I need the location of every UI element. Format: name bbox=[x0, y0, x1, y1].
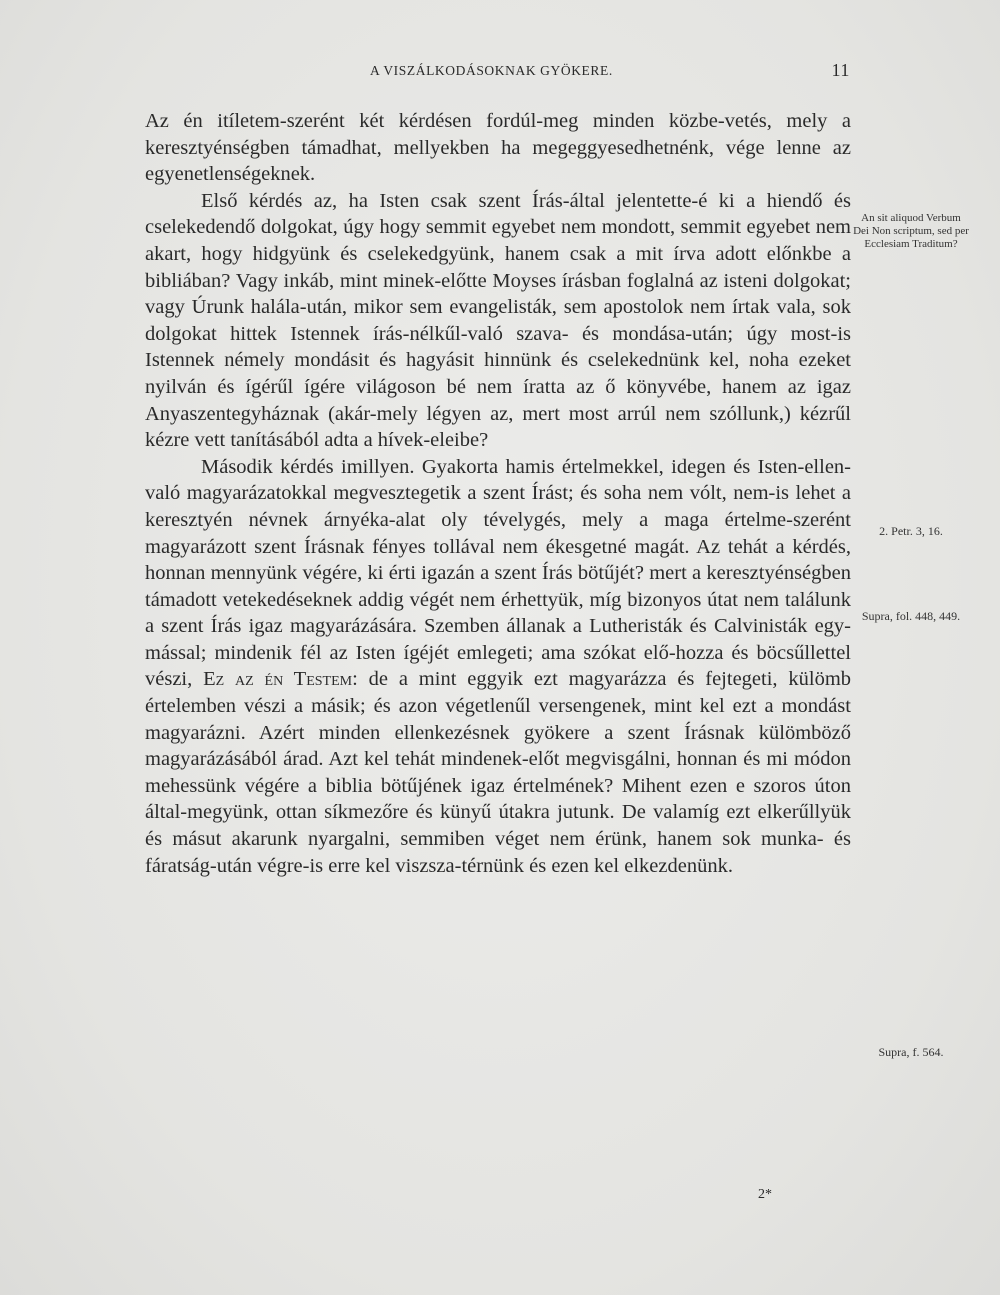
margin-note-petr: 2. Petr. 3, 16. bbox=[879, 524, 943, 538]
paragraph-first-question: Első kérdés az, ha Isten csak szent Írás-által jelentette-é ki a hiendő és cselekedendő dolgokat, úgy hogy semmit egyebet nem mondott, semmit egyebet nem akart, hogy hidgyünk és cselekedgyünk, hanem csak a mit írva adott előnkbe a bibliában? Vagy inkáb, mint minek-előtte Moyses írásban foglalná az isteni dolgokat; vagy Úrunk halála-után, mikor sem evangelisták, sem apostolok nem írtak vala, sok dolgokat hittek Istennek írás-nélkűl-való szava- és mondása-után; úgy most-is Istennek némely mondásit és hagyásit hinnünk és cselekednünk kel, noha ezeket nyilván és ígérűl ígére világoson bé nem íratta az ő könyvébe, hanem az igaz Anyaszentegyháznak (akár-mely légyen az, mert most arrúl nem szóllunk,) kézrűl kézre vett tanításából adta a hívek-eleibe? bbox=[145, 189, 851, 452]
margin-note-supra-fol: Supra, fol. 448, 449. bbox=[861, 609, 961, 623]
running-head-title: A VISZÁLKODÁSOKNAK GYÖKERE. bbox=[370, 63, 613, 78]
margin-note-traditum: An sit aliquod Verbum Dei Non scriptum, sed per Ecclesiam Traditum? bbox=[853, 212, 969, 250]
paragraph-intro: Az én itíletem-szerént két kérdésen fordúl-meg minden közbe-vetés, mely a keresztyénségben támadhat, mellyekben ha megeggyesedhetnénk, vége lenne az egyenetlenségeknek. bbox=[145, 110, 851, 186]
signature-mark: 2* bbox=[758, 1187, 772, 1202]
paragraph-second-question bbox=[145, 454, 851, 880]
page-number: 11 bbox=[831, 60, 850, 80]
paragraph-second-question-b: de a mint eggyik ezt magyarázza és fejtegeti, külömb értelemben vészi a másik; és azon végetlenűl versengenek, mint kel ezt a mondást magyarázni. Azért minden ellenkezésnek gyökere a szent Írásnak külömböző magyarázásából árad. Azt kel tehát mindenek-előt megvisgálni, honnan és mi módon mehessünk végére a biblia bötűjének igaz értelmének? Mihent ezen e szoros úton által-megyünk, ottan síkmezőre és künyű útakra jutunk. De valamíg ezt elkerűllyük és másut akarunk nyargalni, semmiben véget nem érünk, hanem sok munka- és fáratság-után végre-is erre kel viszsza-térnünk és ezen kel elkezdenünk. bbox=[145, 668, 852, 877]
margin-note-supra-f: Supra, f. 564. bbox=[878, 1045, 944, 1059]
paragraph-second-question-a: Második kérdés imillyen. Gyakorta hamis értelmekkel, idegen és Isten-ellen-való magyarázatokkal megvesztegetik a szent Írást; és soha nem vólt, nem-is lehet a keresztyén névnek árnyéka-alat oly tévelygés, mely a maga értelme-szerént magyarázott szent Írásnak fényes tollával nem ékesgetné magát. Az tehát a kérdés, honnan mennyünk végére, ki érti igazán a szent Írás bötűjét? mert a keresztyénségben támadott vetekedéseknek addig végét nem érhettyük, míg bizonyos útat nem találunk a szent Írás igaz magyarázására. Szemben állanak a Lutheristák és Calvinisták egy-mással; mindenik fél az Isten ígéjét emlegeti; ama szókat elő-hozza és böcsűllettel vészi, bbox=[145, 455, 851, 691]
quoted-words: Ez az én Testem: bbox=[203, 668, 358, 691]
body-text bbox=[145, 108, 851, 879]
